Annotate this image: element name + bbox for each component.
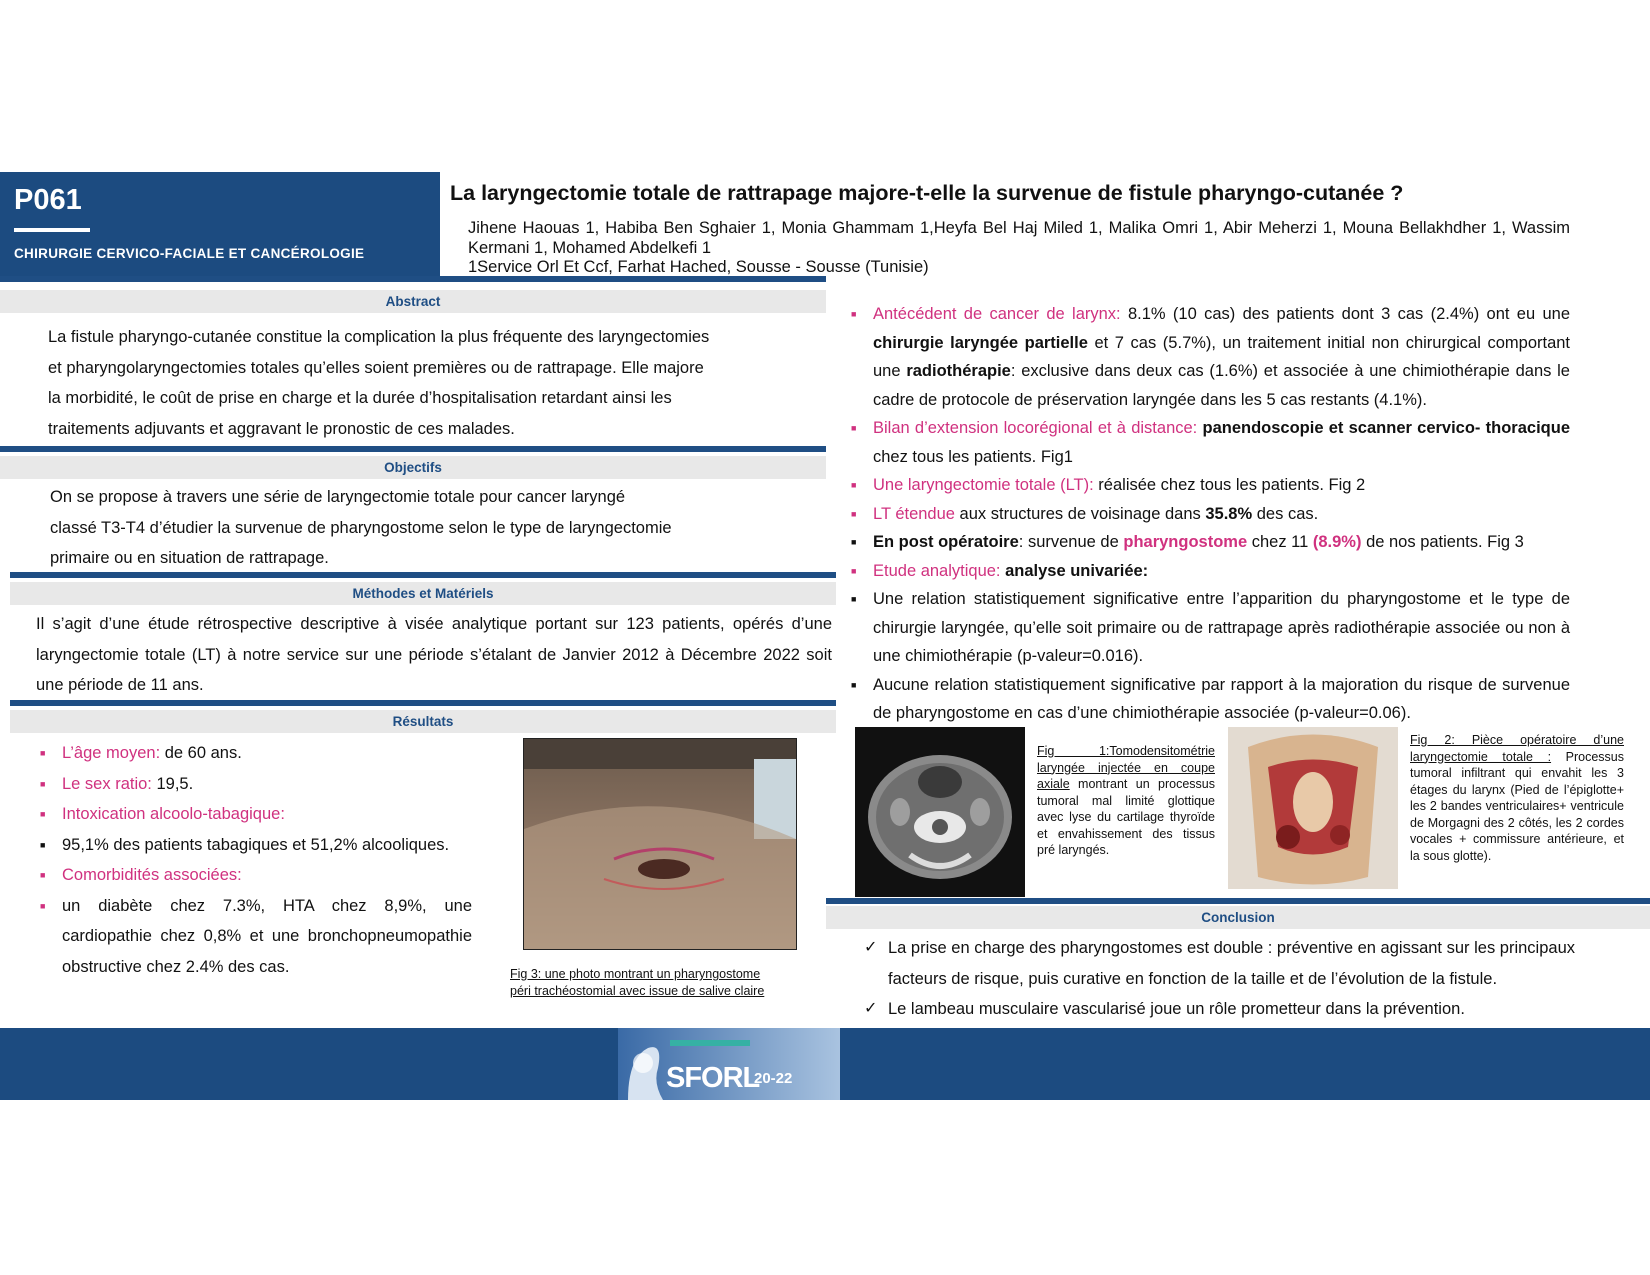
fig3-image xyxy=(523,738,797,950)
bullet-icon: ■ xyxy=(40,900,46,911)
objectifs-bar xyxy=(0,446,826,452)
abstract-text xyxy=(48,322,788,444)
department-label: CHIRURGIE CERVICO-FACIALE ET CANCÉROLOGIE xyxy=(14,246,365,261)
objectifs-line: On se propose à travers une série de laryngectomie totale pour cancer laryngé xyxy=(50,488,626,506)
poster-code: P061 xyxy=(14,184,82,216)
check-icon: ✓ xyxy=(864,939,878,956)
sforl-logo-text: SFORL xyxy=(666,1062,760,1094)
code-underline xyxy=(14,228,90,232)
bullet-icon: ■ xyxy=(40,748,46,758)
fig1-caption: Fig 1:Tomodensitométrie laryngée injectée en coupe axiale montrant un processus tumoral mal limité glottique avec lyse du cartilage thyroïde et envahissement des tissus pré laryngés. xyxy=(1037,744,1215,857)
bullet-icon: ■ xyxy=(40,809,46,819)
resultats-list xyxy=(40,738,472,982)
abstract-heading: Abstract xyxy=(0,290,826,313)
congress-dates: 20-22 xyxy=(754,1070,793,1087)
result-intox-value: ■ 95,1% des patients tabagiques et 51,2% alcooliques. xyxy=(62,830,472,861)
objectifs-line: primaire ou en situation de rattrapage. xyxy=(50,549,329,567)
finding-post-op: ■ En post opératoire: survenue de pharyngostome chez 11 (8.9%) de nos patients. Fig 3 xyxy=(873,528,1570,557)
bullet-icon: ■ xyxy=(851,565,857,576)
bullet-icon: ■ xyxy=(851,679,857,690)
affiliation: 1Service Orl Et Ccf, Farhat Hached, Sousse - Sousse (Tunisie) xyxy=(468,258,929,276)
finding-lt: ■ Une laryngectomie totale (LT): réalisée chez tous les patients. Fig 2 xyxy=(873,471,1570,500)
fig2-specimen-image xyxy=(1228,727,1398,889)
check-icon: ✓ xyxy=(864,1000,878,1017)
objectifs-text xyxy=(50,482,790,574)
bullet-icon: ■ xyxy=(851,423,857,433)
conclusion-heading: Conclusion xyxy=(826,906,1650,929)
abstract-line: et pharyngolaryngectomies totales qu’elles soient premières ou de rattrapage. Elle majore xyxy=(48,358,704,377)
bullet-icon: ■ xyxy=(851,480,857,490)
abstract-line: la morbidité, le coût de prise en charge et la durée d’hospitalisation retardant ainsi les xyxy=(48,389,672,407)
neck-photo-icon xyxy=(524,739,796,949)
surgical-specimen-icon xyxy=(1228,727,1398,889)
result-comorb-value: ■ un diabète chez 7.3%, HTA chez 8,9%, une cardiopathie chez 0,8% et une bronchopneumopathie obstructive chez 2.4% des cas. xyxy=(62,891,472,983)
conclusion-item: ✓ La prise en charge des pharyngostomes est double : préventive en agissant sur les principaux facteurs de risque, puis curative en fonction de la taille et de l’évolution de la fistule. xyxy=(888,933,1608,994)
result-sex-ratio: ■ Le sex ratio: 19,5. xyxy=(62,769,472,800)
finding-lt-etendue: ■ LT étendue aux structures de voisinage dans 35.8% des cas. xyxy=(873,500,1570,529)
bullet-icon: ■ xyxy=(851,309,857,319)
bullet-icon: ■ xyxy=(40,778,46,789)
fig1-ct-image xyxy=(855,727,1025,897)
abstract-bar xyxy=(0,276,826,282)
objectifs-line: classé T3-T4 d’étudier la survenue de pharyngostome selon le type de laryngectomie xyxy=(50,518,672,537)
bullet-icon: ■ xyxy=(851,508,857,519)
conclusion-bar xyxy=(826,898,1650,904)
authors: Jihene Haouas 1, Habiba Ben Sghaier 1, Monia Ghammam 1,Heyfa Bel Haj Miled 1, Malika Omri 1, Abir Meherzi 1, Mouna Bellakhdher 1, Wassim Kermani 1, Mohamed Abdelkefi 1 xyxy=(468,219,1570,257)
finding-antecedent: ■ Antécédent de cancer de larynx: 8.1% (10 cas) des patients dont 3 cas (2.4%) ont eu une chirurgie laryngée partielle et 7 cas (5.7%), un traitement initial non chirurgical comportant une radiothérapie: exclusive dans deux cas (1.6%) et associée à une chimiothérapie dans le cadre de protocole de préservation laryngée dans les 5 cas restants (4.1%). xyxy=(873,300,1570,414)
poster-title: La laryngectomie totale de rattrapage majore-t-elle la survenue de fistule pharyngo-cutanée ? xyxy=(450,181,1404,205)
finding-bilan: ■ Bilan d’extension locorégional et à distance: panendoscopie et scanner cervico- thoracique chez tous les patients. Fig1 xyxy=(873,414,1570,471)
conclusion-item: ✓ Le lambeau musculaire vascularisé joue un rôle prometteur dans la prévention. xyxy=(888,994,1608,1025)
fig3-caption: Fig 3: une photo montrant un pharyngostome péri trachéostomial avec issue de salive claire xyxy=(510,967,765,998)
bullet-icon: ■ xyxy=(40,870,46,880)
methodes-text: Il s’agit d’une étude rétrospective descriptive à visée analytique portant sur 123 patients, opérés d’une laryngectomie totale (LT) à notre service sur une période s’étalant de Janvier 2012 à Décembre 2022 soit une période de 11 ans. xyxy=(36,615,832,694)
bullet-icon: ■ xyxy=(40,839,46,850)
conclusion-list xyxy=(864,933,1608,1025)
fig2-caption: Fig 2: Pièce opératoire d’une laryngectomie totale : Processus tumoral infiltrant qui envahit les 3 étages du larynx (Pied de l’épiglotte+ les 2 bandes ventriculaires+ ventricule de Morgagni des 2 côtés, les 2 cordes vocales + commissure antérieure, et la sous glotte). xyxy=(1410,733,1624,863)
methodes-heading: Méthodes et Matériels xyxy=(10,582,836,605)
result-intox: ■ Intoxication alcoolo-tabagique: xyxy=(62,799,472,830)
finding-etude: ■ Etude analytique: analyse univariée: xyxy=(873,557,1570,586)
footer-logo xyxy=(618,1028,840,1100)
result-age: ■ L’âge moyen: de 60 ans. xyxy=(62,738,472,769)
objectifs-heading: Objectifs xyxy=(0,456,826,479)
resultats-heading: Résultats xyxy=(10,710,836,733)
bullet-icon: ■ xyxy=(851,594,857,604)
abstract-line: La fistule pharyngo-cutanée constitue la complication la plus fréquente des laryngectomies xyxy=(48,328,710,346)
resultats-bar xyxy=(10,700,836,706)
finding-relation-1: ■ Une relation statistiquement significative entre l’apparition du pharyngostome et le type de chirurgie laryngée, qu’elle soit primaire ou de rattrapage après radiothérapie associée ou non à une chimiothérapie (p-valeur=0.016). xyxy=(873,585,1570,671)
finding-relation-2: ■ Aucune relation statistiquement significative par rapport à la majoration du risque de survenue de pharyngostome en cas d’une chimiothérapie associée (p-valeur=0.06). xyxy=(873,671,1570,728)
methodes-bar xyxy=(10,572,836,578)
abstract-line: traitements adjuvants et aggravant le pronostic de ces malades. xyxy=(48,419,515,438)
bullet-icon: ■ xyxy=(851,537,857,547)
ct-scan-icon xyxy=(855,727,1025,897)
result-comorb: ■ Comorbidités associées: xyxy=(62,860,472,891)
right-findings xyxy=(851,300,1571,728)
